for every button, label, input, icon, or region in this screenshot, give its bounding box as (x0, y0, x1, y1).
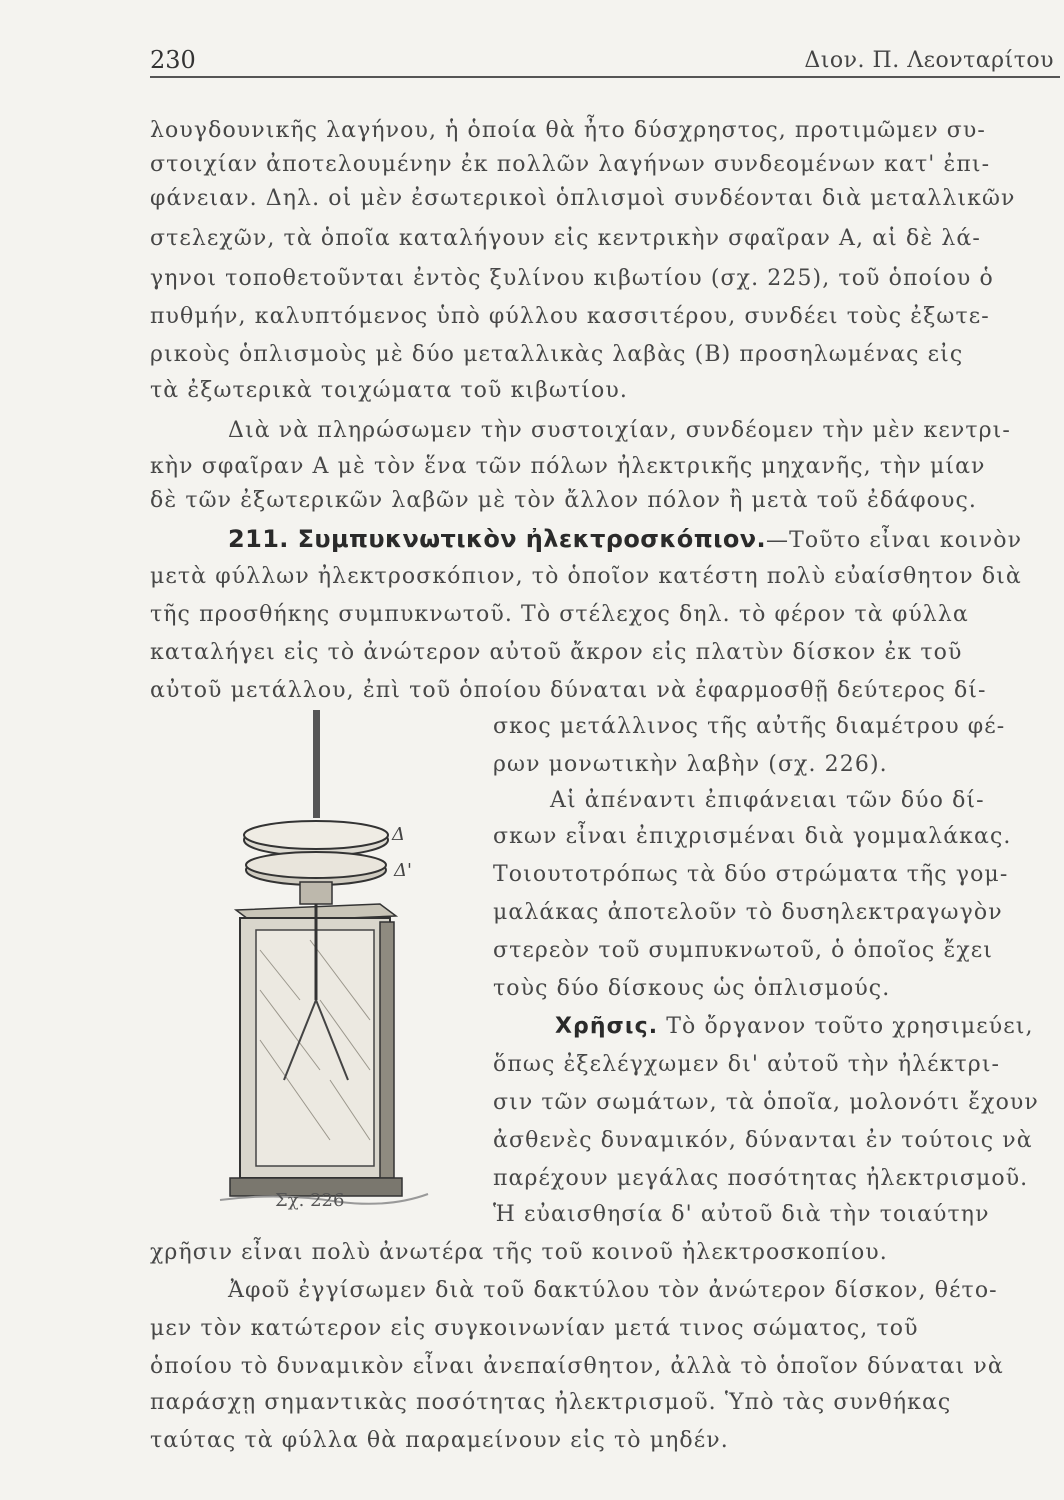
use-text: Τὸ ὄργανον τοῦτο χρησιμεύει, (658, 1014, 1034, 1039)
text-line: φάνειαν. Δηλ. οἱ μὲν ἐσωτερικοὶ ὁπλισμοὶ συνδέονται διὰ μεταλλικῶν (150, 186, 1016, 211)
text-line: Τοιουτοτρόπως τὰ δύο στρώματα τῆς γομ- (493, 862, 1009, 887)
text-line: πυθμήν, καλυπτόμενος ὑπὸ φύλλου κασσιτέρου, συνδέει τοὺς ἐξωτε- (150, 304, 990, 329)
text-line: μετὰ φύλλων ἠλεκτροσκόπιον, τὸ ὁποῖον κατέστη πολὺ εὐαίσθητον διὰ (150, 564, 1022, 589)
text-line: στελεχῶν, τὰ ὁποῖα καταλήγουν εἰς κεντρικὴν σφαῖραν Α, αἱ δὲ λά- (150, 226, 981, 251)
text-line: παρέχουν μεγάλας ποσότητας ἠλεκτρισμοῦ. (493, 1166, 1029, 1191)
label-upper-disk: Δ (392, 824, 405, 845)
text-line: παράσχῃ σημαντικὰς ποσότητας ἠλεκτρισμοῦ. Ὑπὸ τὰς συνθήκας (150, 1390, 952, 1415)
text-line: Ἡ εὐαισθησία δ' αὐτοῦ διὰ τὴν τοιαύτην (493, 1202, 990, 1227)
text-line: ταύτας τὰ φύλλα θὰ παραμείνουν εἰς τὸ μηδέν. (150, 1428, 729, 1453)
section-heading-rest: —Τοῦτο εἶναι κοινὸν (765, 528, 1023, 553)
text-line: στερεὸν τοῦ συμπυκνωτοῦ, ὁ ὁποῖος ἔχει (493, 938, 994, 963)
electroscope-illustration (200, 700, 440, 1220)
section-heading-line (228, 522, 1064, 556)
page-number: 230 (150, 46, 196, 74)
text-line: γηνοι τοποθετοῦνται ἐντὸς ξυλίνου κιβωτίου (σχ. 225), τοῦ ὁποίου ὁ (150, 266, 994, 291)
figure-caption: Σχ. 226 (275, 1190, 345, 1211)
text-line: Διὰ νὰ πληρώσωμεν τὴν συστοιχίαν, συνδέομεν τὴν μὲν κεντρι- (228, 418, 1011, 443)
label-lower-disk: Δ' (394, 860, 412, 881)
text-line: τοὺς δύο δίσκους ὡς ὁπλισμούς. (493, 976, 891, 1001)
text-line: λουγδουνικῆς λαγήνου, ἡ ὁποία θὰ ἦτο δύσχρηστος, προτιμῶμεν συ- (150, 118, 986, 143)
text-line: αὐτοῦ μετάλλου, ἐπὶ τοῦ ὁποίου δύναται νὰ ἐφαρμοσθῇ δεύτερος δί- (150, 678, 987, 703)
text-line: σκων εἶναι ἐπιχρισμέναι διὰ γομμαλάκας. (493, 824, 1012, 849)
text-line: χρῆσιν εἶναι πολὺ ἀνωτέρα τῆς τοῦ κοινοῦ ἠλεκτροσκοπίου. (150, 1240, 888, 1265)
text-line: τὰ ἐξωτερικὰ τοιχώματα τοῦ κιβωτίου. (150, 378, 628, 403)
use-line (555, 1010, 1064, 1044)
use-heading: Χρῆσις. (555, 1014, 659, 1039)
running-header (150, 44, 1060, 78)
text-line: μαλάκας ἀποτελοῦν τὸ δυσηλεκτραγωγὸν (493, 900, 1003, 925)
text-line: ἀσθενὲς δυναμικόν, δύνανται ἐν τούτοις νὰ (493, 1128, 1033, 1153)
text-line: κὴν σφαῖραν Α μὲ τὸν ἕνα τῶν πόλων ἠλεκτρικῆς μηχανῆς, τὴν μίαν (150, 454, 986, 479)
text-line: ὅπως ἐξελέγχωμεν δι' αὐτοῦ τὴν ἠλέκτρι- (493, 1052, 1001, 1077)
text-line: στοιχίαν ἀποτελουμένην ἐκ πολλῶν λαγήνων συνδεομένων κατ' ἐπι- (150, 152, 991, 177)
text-line: ρων μονωτικὴν λαβὴν (σχ. 226). (493, 752, 888, 777)
text-line: σκος μετάλλινος τῆς αὐτῆς διαμέτρου φέ- (493, 714, 1006, 739)
text-line: ὁποίου τὸ δυναμικὸν εἶναι ἀνεπαίσθητον, ἀλλὰ τὸ ὁποῖον δύναται νὰ (150, 1354, 1004, 1379)
text-line: καταλήγει εἰς τὸ ἀνώτερον αὐτοῦ ἄκρον εἰς πλατὺν δίσκον ἐκ τοῦ (150, 640, 963, 665)
running-author: Διον. Π. Λεονταρίτου (804, 48, 1054, 73)
insulating-handle (313, 710, 320, 818)
text-line: μεν τὸν κατώτερον εἰς συγκοινωνίαν μετά τινος σώματος, τοῦ (150, 1316, 919, 1341)
section-heading: 211. Συμπυκνωτικὸν ἠλεκτροσκόπιον. (228, 525, 766, 553)
text-line: δὲ τῶν ἐξωτερικῶν λαβῶν μὲ τὸν ἄλλον πόλον ἢ μετὰ τοῦ ἐδάφους. (150, 488, 978, 513)
text-line: Ἀφοῦ ἐγγίσωμεν διὰ τοῦ δακτύλου τὸν ἀνώτερον δίσκον, θέτο- (228, 1278, 998, 1303)
text-line: τῆς προσθήκης συμπυκνωτοῦ. Τὸ στέλεχος δηλ. τὸ φέρον τὰ φύλλα (150, 602, 969, 627)
text-line: σιν τῶν σωμάτων, τὰ ὁποῖα, μολονότι ἔχουν (493, 1090, 1039, 1115)
text-line: Αἱ ἀπέναντι ἐπιφάνειαι τῶν δύο δί- (550, 788, 985, 813)
text-line: ρικοὺς ὁπλισμοὺς μὲ δύο μεταλλικὰς λαβὰς (Β) προσηλωμένας εἰς (150, 342, 964, 367)
